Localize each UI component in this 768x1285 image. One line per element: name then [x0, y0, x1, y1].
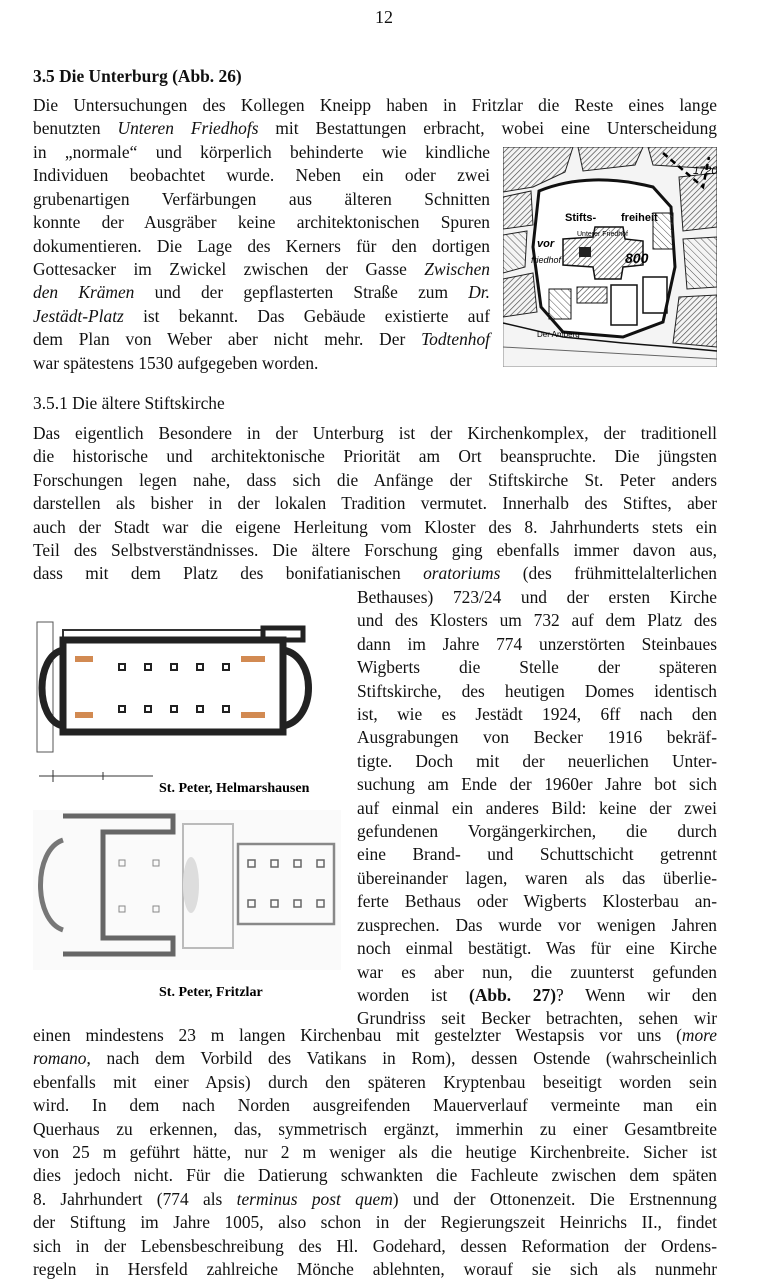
text-line: der Stiftung im Jahre 1005, also schon in der Regierungszeit Heinrichs II., findet — [33, 1212, 717, 1233]
map-label-der-amberg: Der Amberg — [537, 330, 580, 339]
text-line: noch einmal bestätigt. Was für eine Kirche — [357, 938, 717, 959]
text-line: benutzten Unteren Friedhofs mit Bestattungen erbracht, wobei eine Unterscheidung — [33, 118, 717, 139]
section-paragraph-narrow — [33, 141, 490, 375]
text-line: Jestädt-Platz ist bekannt. Das Gebäude existierte auf — [33, 305, 490, 326]
text-line: 8. Jahrhundert (774 als terminus post quem) und der Ottonenzeit. Die Erstnennung — [33, 1188, 717, 1209]
page-number: 12 — [375, 7, 393, 27]
helmarshausen-floorplan — [37, 622, 310, 796]
unterburg-map-figure — [503, 147, 717, 367]
fritzlar-floorplan — [33, 810, 341, 1000]
text-line: Stiftskirche, des heutigen Domes identisch — [357, 680, 717, 701]
text-line: regeln in Hersfeld zahlreiche Mönche ablehnten, worauf sie sich als nunmehr — [33, 1259, 717, 1280]
map-label-stifts: Stifts- — [565, 212, 597, 224]
text-line: Grundriss seit Becker betrachten, sehen wir — [357, 1008, 717, 1029]
text-line: dokumentieren. Die Lage des Kerners für den dortigen — [33, 235, 490, 256]
subsection-paragraph-narrow — [357, 586, 717, 1031]
map-label-freiheit: freiheit — [621, 212, 658, 224]
text-line: wird. In dem nach Norden ausgreifenden Mauerverlauf vermeinte man ein — [33, 1095, 717, 1116]
text-line: Forschungen legen nahe, dass sich die Anfänge der Stiftskirche St. Peter anders — [33, 469, 717, 490]
text-line: Ausgrabungen von Becker 1916 bekräf- — [357, 727, 717, 748]
text-line: Teil des Selbstverständnisses. Die ältere Forschung ging ebenfalls immer davon aus, — [33, 540, 717, 561]
text-line: in „normale“ und körperlich behinderte wie kindliche — [33, 142, 490, 162]
text-line: Wigberts die Stelle der späteren — [357, 657, 717, 678]
text-line: auf einmal ein anderes Bild: keine der zwei — [357, 797, 717, 818]
text-line: dann im Jahre 774 unzerstörten Steinbaues — [357, 633, 717, 654]
text-line: von 25 m geführt hätte, nur 2 m weniger als die heutige Kirchenbreite. Sicher ist — [33, 1142, 717, 1163]
text-line: dem Plan von Weber aber nicht mehr. Der Todtenhof — [33, 329, 490, 350]
text-line: den Krämen und der gepflasterten Straße zum Dr. — [33, 282, 490, 303]
text-line: Individuen beobachtet wurde. Neben ein oder zwei — [33, 165, 490, 186]
text-line: tigte. Doch mit der neuerlichen Unter- — [357, 750, 717, 771]
text-line: übereinander lagen, waren als das überlie- — [357, 867, 717, 888]
text-line: dass mit dem Platz des bonifatianischen oratoriums (des frühmittelalterlichen — [33, 563, 717, 584]
text-line: und des Klosters um 732 auf dem Platz des — [357, 610, 717, 631]
map-label-unterer-friedhof: Unterer Friedhof — [577, 231, 628, 238]
subsection-heading: 3.5.1 Die ältere Stiftskirche — [33, 393, 225, 413]
figure-caption-fritzlar: St. Peter, Fritzlar — [159, 985, 263, 1000]
text-line: auch der Stadt war die eigene Herleitung vom Kloster des 8. Jahrhunderts stets ein — [33, 516, 717, 537]
map-label-1720: 1720 — [693, 165, 717, 177]
text-line: romano, nach dem Vorbild des Vatikans in Rom), dessen Ostende (wahrscheinlich — [33, 1048, 717, 1069]
text-line: Das eigentlich Besondere in der Unterburg ist der Kirchenkomplex, der traditionell — [33, 423, 717, 443]
text-line: sich in der Lebensbeschreibung des Hl. Godehard, dessen Reformation der Ordens- — [33, 1235, 717, 1256]
text-line: worden ist (Abb. 27)? Wenn wir den — [357, 984, 717, 1005]
text-line: gefundenen Vorgängerkirchen, die durch — [357, 821, 717, 842]
text-line: Querhaus zu erkennen, das, symmetrisch ergänzt, immerhin zu einer Gesamtbreite — [33, 1118, 717, 1139]
figure-caption-helmarshausen: St. Peter, Helmarshausen — [159, 781, 310, 796]
church-floorplans-figure — [33, 600, 341, 1010]
text-line: Bethauses) 723/24 und der ersten Kirche — [357, 587, 717, 607]
section-heading: 3.5 Die Unterburg (Abb. 26) — [33, 66, 242, 86]
text-line: war es aber nun, die zuunterst gefunden — [357, 961, 717, 982]
text-line: dies jedoch nicht. Für die Datierung schwankten die Fachleute zwischen dem späten — [33, 1165, 717, 1186]
text-line: ebenfalls mit einer Apsis) durch den späteren Kryptenbau beseitigt worden sein — [33, 1071, 717, 1092]
subsection-paragraph-after — [33, 1024, 717, 1281]
map-label-vor: vor — [537, 238, 555, 250]
section-paragraph-wide — [33, 94, 717, 141]
text-line: suchung am Ende der 1960er Jahre bot sich — [357, 774, 717, 795]
text-line: darstellen als bisher in der lokalen Tradition vermutet. Innerhalb des Stiftes, aber — [33, 493, 717, 514]
text-line: ist, wie es Jestädt 1924, 6ff nach den — [357, 704, 717, 725]
subsection-paragraph-wide — [33, 422, 717, 586]
text-line: Gottesacker im Zwickel zwischen der Gasse Zwischen — [33, 259, 490, 280]
text-line: grubenartigen Verfärbungen aus älteren Schnitten — [33, 188, 490, 209]
text-line: einen mindestens 23 m langen Kirchenbau mit gestelzter Westapsis vor uns (more — [33, 1025, 717, 1045]
text-line: die historische und architektonische Priorität am Ort beanspruchte. Die jüngsten — [33, 446, 717, 467]
text-line: war spätestens 1530 aufgegeben worden. — [33, 352, 319, 373]
text-line: Die Untersuchungen des Kollegen Kneipp haben in Fritzlar die Reste eines lange — [33, 95, 717, 115]
map-label-friedhof: friedhof — [531, 255, 562, 265]
text-line: ferte Bethaus oder Wigberts Klosterbau an- — [357, 891, 717, 912]
text-line: konnte der Ausgräber keine architektonischen Spuren — [33, 212, 490, 233]
text-line: eine Brand- und Schuttschicht getrennt — [357, 844, 717, 865]
text-line: zusprechen. Das wurde vor wenigen Jahren — [357, 914, 717, 935]
map-label-800: 800 — [625, 250, 649, 266]
